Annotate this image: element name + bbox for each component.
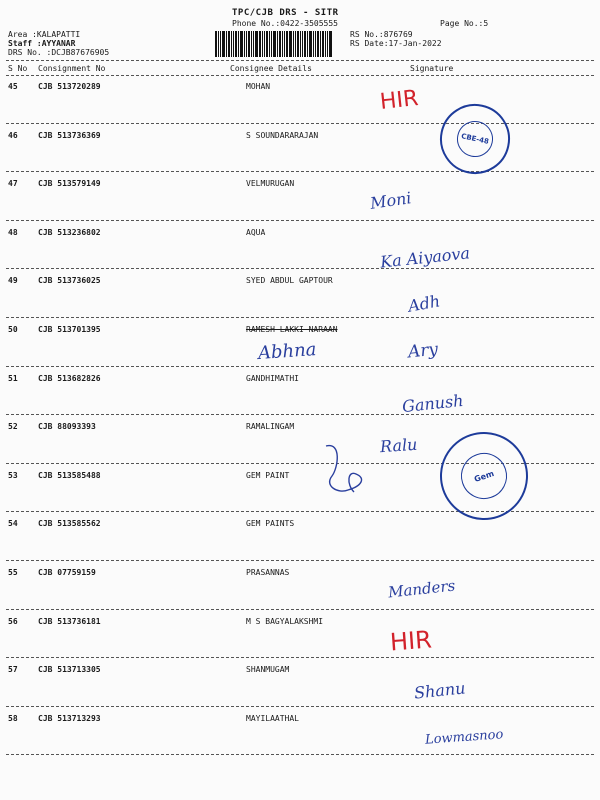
row-consignee-name: RAMESH LAKKI NARAAN [246, 325, 338, 334]
row-signature: HIR [389, 625, 433, 657]
row-serial-number: 45 [8, 82, 18, 91]
row-consignee-name: MAYILAATHAL [246, 713, 299, 723]
barcode-bar [297, 31, 299, 57]
header-divider [6, 60, 594, 61]
phone-number: Phone No.:0422-3505555 [232, 19, 338, 28]
row-consignment-number: CJB 88093393 [38, 422, 96, 432]
table-row [0, 323, 600, 372]
row-serial-number: 47 [8, 179, 18, 189]
barcode-bar [284, 31, 285, 57]
barcode-bar [244, 31, 245, 57]
barcode-bar [317, 31, 319, 57]
row-consignee-name: MOHAN [246, 82, 271, 91]
row-serial-number: 53 [8, 470, 18, 480]
row-divider [6, 220, 594, 221]
barcode-bar [220, 31, 221, 57]
table-row [0, 177, 600, 226]
barcode-bar [309, 31, 312, 57]
barcode-bar [313, 31, 314, 57]
falcon-stamp-center: CBE-48 [454, 118, 497, 161]
barcode-bar [295, 31, 296, 57]
row-consignee-name: M S BAGYALAKSHMI [246, 616, 324, 626]
barcode-bar [322, 31, 324, 57]
row-consignment-number: CJB 513736369 [38, 130, 101, 140]
row-consignee-name: RAMALINGAM [246, 422, 295, 432]
row-serial-number: 58 [8, 713, 18, 723]
row-serial-number: 54 [8, 519, 18, 529]
table-row [0, 274, 600, 323]
row-consignment-number: CJB 513720289 [38, 82, 101, 91]
barcode-bar [329, 31, 332, 57]
row-divider [6, 414, 594, 415]
row-divider [6, 171, 594, 172]
row-serial-number: 56 [8, 616, 18, 626]
barcode-bar [222, 31, 225, 57]
table-row [0, 663, 600, 712]
page-number: Page No.:5 [440, 19, 489, 28]
row-signature: Shanu [413, 678, 467, 703]
row-signature: HIR [378, 86, 420, 115]
row-divider [6, 268, 594, 269]
row-divider [6, 609, 594, 610]
barcode-bar [277, 31, 278, 57]
row-signature: Ka Aiyaova [379, 243, 471, 272]
row-serial-number: 48 [8, 227, 18, 237]
row-serial-number: 55 [8, 568, 18, 577]
barcode-bar [246, 31, 247, 57]
row-consignee-name: PRASANNAS [246, 568, 290, 577]
table-row [0, 226, 600, 275]
row-consignment-number: CJB 07759159 [38, 568, 96, 577]
barcode-bar [282, 31, 283, 57]
row-divider [6, 657, 594, 658]
barcode-bar [289, 31, 292, 57]
row-consignment-number: CJB 513701395 [38, 325, 101, 334]
barcode-bar [273, 31, 276, 57]
row-divider [6, 706, 594, 707]
row-divider [6, 754, 594, 755]
barcode-bar [215, 31, 217, 57]
row-consignment-number: CJB 513713293 [38, 713, 101, 723]
row-serial-number: 57 [8, 665, 18, 675]
gem-paints-stamp-center: Gem [455, 447, 513, 505]
barcode-bar [304, 31, 306, 57]
document-title: TPC/CJB DRS - SITR [232, 8, 339, 18]
table-row [0, 372, 600, 421]
row-serial-number: 50 [8, 325, 18, 334]
staff-label: Staff :AYYANAR [8, 39, 76, 48]
barcode-bar [235, 31, 237, 57]
row-consignee-name: SYED ABDUL GAPTOUR [246, 276, 333, 286]
row-consignee-name: GANDHIMATHI [246, 373, 299, 383]
barcode-bar [315, 31, 316, 57]
barcode-bar [300, 31, 301, 57]
rs-number: RS No.:876769 [350, 30, 413, 39]
barcode-bar [238, 31, 239, 57]
barcode-bar [251, 31, 252, 57]
barcode-bar [233, 31, 234, 57]
rs-date: RS Date:17-Jan-2022 [350, 39, 442, 48]
barcode-bar [218, 31, 219, 57]
row-divider [6, 560, 594, 561]
barcode-bar [327, 31, 328, 57]
barcode-bar [255, 31, 258, 57]
row-serial-number: 52 [8, 422, 18, 432]
row-consignment-number: CJB 513713305 [38, 665, 101, 675]
row-signature: Ralu [379, 434, 418, 457]
row-consignment-number: CJB 513585562 [38, 519, 101, 529]
barcode-bar [259, 31, 261, 57]
barcode-bar [231, 31, 232, 57]
table-row [0, 80, 600, 129]
row-serial-number: 49 [8, 276, 18, 286]
row-consignee-name: GEM PAINTS [246, 519, 295, 529]
row-consignment-number: CJB 513682826 [38, 373, 101, 383]
table-row [0, 615, 600, 664]
row-consignee-name: SHANMUGAM [246, 665, 290, 675]
column-header-divider [6, 75, 594, 76]
row-divider [6, 366, 594, 367]
barcode-bar [226, 31, 227, 57]
row-consignee-name: AQUA [246, 227, 266, 237]
row-consignment-number: CJB 513736181 [38, 616, 101, 626]
barcode-bar [248, 31, 250, 57]
table-row [0, 566, 600, 615]
barcode-bar [266, 31, 268, 57]
col-header-consignment: Consignment No [38, 64, 106, 73]
drs-number: DRS No. :DCJB87676905 [8, 48, 110, 57]
row-consignee-name: S SOUNDARARAJAN [246, 130, 319, 140]
row-signature: Ganush [401, 390, 465, 416]
col-header-signature: Signature [410, 64, 454, 73]
row-signature: Lowmasnoo [424, 727, 504, 748]
barcode-bar [307, 31, 308, 57]
row-consignment-number: CJB 513579149 [38, 179, 101, 189]
barcode-bar [320, 31, 321, 57]
barcode-bar [240, 31, 243, 57]
row-signature-secondary: Ary [407, 339, 439, 363]
row-serial-number: 46 [8, 130, 18, 140]
barcode-bar [262, 31, 263, 57]
row-consignment-number: CJB 513736025 [38, 276, 101, 286]
col-header-sno: S No [8, 64, 28, 73]
row-divider [6, 317, 594, 318]
area-label: Area :KALAPATTI [8, 30, 81, 39]
barcode-bar [253, 31, 254, 57]
row-consignment-number: CJB 513585488 [38, 470, 101, 480]
row-signature: Abhna [257, 338, 318, 365]
barcode-bar [264, 31, 265, 57]
barcode [215, 31, 340, 57]
scribble-mark [318, 440, 378, 510]
row-serial-number: 51 [8, 373, 18, 383]
barcode-bar [325, 31, 326, 57]
table-row [0, 517, 600, 566]
row-consignee-name: GEM PAINT [246, 470, 290, 480]
row-consignee-name: VELMURUGAN [246, 179, 295, 189]
col-header-consignee: Consignee Details [230, 64, 312, 73]
row-signature: Moni [368, 188, 413, 213]
row-consignment-number: CJB 513236802 [38, 227, 101, 237]
barcode-bar [228, 31, 230, 57]
barcode-bar [286, 31, 288, 57]
barcode-bar [293, 31, 294, 57]
barcode-bar [271, 31, 272, 57]
barcode-bar [269, 31, 270, 57]
row-signature: Adh [406, 291, 442, 317]
table-row [0, 712, 600, 761]
row-signature: Manders [387, 576, 457, 602]
barcode-bar [279, 31, 281, 57]
barcode-bar [302, 31, 303, 57]
